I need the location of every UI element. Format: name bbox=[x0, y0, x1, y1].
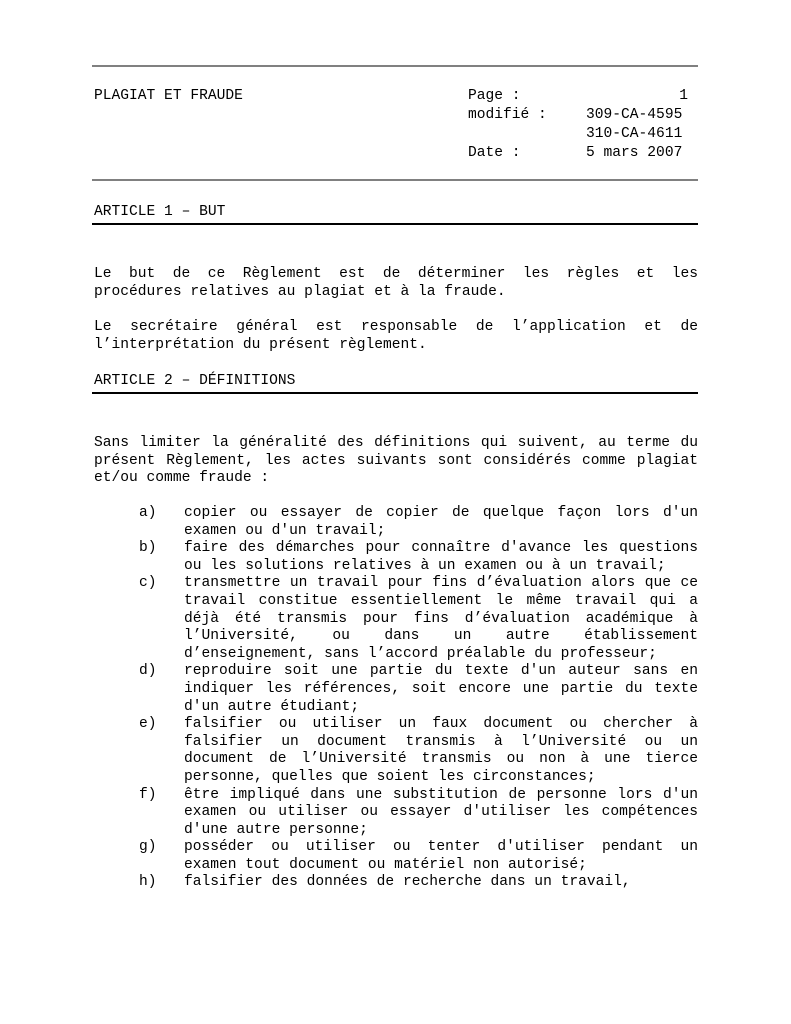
header-top-rule bbox=[92, 65, 698, 67]
list-item-text: falsifier des données de recherche dans un travail, bbox=[184, 874, 631, 891]
article-2-heading: ARTICLE 2 – DÉFINITIONS bbox=[94, 373, 296, 389]
article-2-intro: Sans limiter la généralité des définitions qui suivent, au terme du présent Règlement, les actes suivants sont considérés comme plagiat et/ou comme fraude : bbox=[94, 435, 698, 487]
list-item-letter: h) bbox=[139, 874, 157, 891]
page-value: 1 bbox=[679, 88, 688, 104]
modified-value-1: 309-CA-4595 bbox=[586, 107, 683, 123]
list-item bbox=[94, 540, 698, 575]
modified-label-spacer bbox=[468, 125, 547, 144]
list-item bbox=[94, 874, 698, 892]
list-item-letter: e) bbox=[139, 716, 157, 733]
list-item-text: être impliqué dans une substitution de personne lors d'un examen ou utiliser ou essayer d'utiliser les compétences d'une autre personne; bbox=[184, 786, 698, 838]
document-title: PLAGIAT ET FRAUDE bbox=[94, 88, 243, 104]
list-item bbox=[94, 663, 698, 716]
list-item bbox=[94, 575, 698, 663]
list-item-text: reproduire soit une partie du texte d'un auteur sans en indiquer les références, soit encore une partie du texte d'un autre étudiant; bbox=[184, 663, 698, 715]
modified-label: modifié : bbox=[468, 107, 547, 123]
list-item-letter: f) bbox=[139, 786, 157, 803]
list-item-text: transmettre un travail pour fins d’évaluation alors que ce travail constitue essentiellement le même travail qui a déjà été transmis pour fins d’évaluation académique à l’Université, ou dans un autre établissement d’enseignement, sans l’accord préalable du professeur; bbox=[184, 575, 698, 662]
page-label: Page : bbox=[468, 88, 521, 104]
list-item-letter: c) bbox=[139, 575, 157, 592]
list-item-letter: d) bbox=[139, 663, 157, 680]
article-1-paragraph-2: Le secrétaire général est responsable de l’application et de l’interprétation du présent règlement. bbox=[94, 319, 698, 353]
list-item bbox=[94, 505, 698, 540]
article-1-heading: ARTICLE 1 – BUT bbox=[94, 204, 226, 220]
list-item-letter: b) bbox=[139, 540, 157, 557]
article-1-rule bbox=[92, 223, 698, 225]
header-meta-labels bbox=[468, 87, 547, 163]
list-item-letter: g) bbox=[139, 839, 157, 856]
article-2-rule bbox=[92, 392, 698, 394]
list-item-text: posséder ou utiliser ou tenter d'utiliser pendant un examen tout document ou matériel non autorisé; bbox=[184, 839, 698, 873]
definitions-list bbox=[94, 505, 698, 892]
modified-value-2: 310-CA-4611 bbox=[586, 126, 683, 142]
header-meta-values bbox=[586, 87, 688, 163]
header-bottom-rule bbox=[92, 179, 698, 181]
list-item-letter: a) bbox=[139, 505, 157, 521]
list-item bbox=[94, 787, 698, 840]
article-1-paragraph-1: Le but de ce Règlement est de déterminer les règles et les procédures relatives au plagiat et à la fraude. bbox=[94, 266, 698, 300]
list-item-text: faire des démarches pour connaître d'avance les questions ou les solutions relatives à un examen ou à un travail; bbox=[184, 540, 698, 574]
list-item-text: falsifier ou utiliser un faux document ou chercher à falsifier un document transmis à l’Université ou un document de l’Université transmis ou non à une tierce personne, quelles que soient les circonstances; bbox=[184, 716, 698, 785]
list-item-text: copier ou essayer de copier de quelque façon lors d'un examen ou d'un travail; bbox=[184, 505, 698, 539]
date-value: 5 mars 2007 bbox=[586, 145, 683, 161]
list-item bbox=[94, 716, 698, 786]
date-label: Date : bbox=[468, 145, 521, 161]
list-item bbox=[94, 839, 698, 874]
